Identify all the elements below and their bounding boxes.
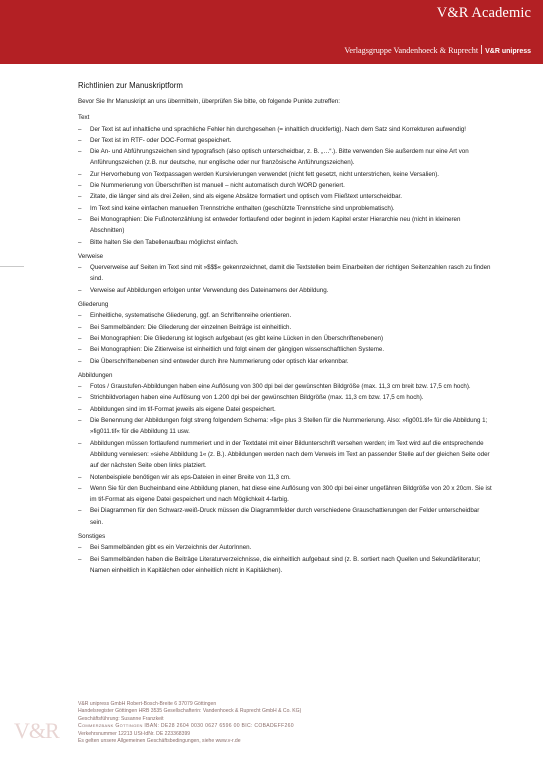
list-item: – Wenn Sie für den Bucheinband eine Abbildung planen, hat diese eine Auflösung von 300 dpi bei einer ungefähren Bildgröße von 20 x 20cm. Sie ist im tif-Format als eigene Datei gespeichert und nach Möglichkeit 4-farbig. <box>78 483 494 506</box>
list-item: – Der Text ist im RTF- oder DOC-Format gespeichert. <box>78 135 494 146</box>
header-banner <box>0 0 543 64</box>
section-list <box>78 381 494 528</box>
list-item: – Fotos / Graustufen-Abbildungen haben eine Auflösung von 300 dpi bei der gewünschten Bildgröße (max. 11,3 cm breit bzw. 17,5 cm hoch). <box>78 381 494 392</box>
section-title: Verweise <box>78 252 104 260</box>
fold-mark <box>0 266 24 267</box>
section-list <box>78 310 494 366</box>
page-title: Richtlinien zur Manuskriptform <box>78 81 183 90</box>
footer-registry: Handelsregister Göttingen HRB 3535 Gesellschafterin: Vandenhoeck & Ruprecht GmbH & Co. KG) <box>78 708 302 715</box>
list-item: – Bei Monographien: Die Fußnotenzählung ist entweder fortlaufend oder beginnt in jedem Kapitel erster Hierarchie neu (nicht in kleineren Abschnitten) <box>78 214 494 237</box>
list-item: – Die Überschriftenebenen sind entweder durch ihre Nummerierung oder optisch klar erkennbar. <box>78 356 494 367</box>
section-list <box>78 262 494 296</box>
list-item: – Die Benennung der Abbildungen folgt streng folgendem Schema: »fig« plus 3 Stellen für die Nummerierung. Also: »fig001.tif« für die Abbildung 1; »fig011.tif« für die Abbildung 11 usw. <box>78 415 494 438</box>
footer <box>78 701 498 745</box>
list-item: – Bei Diagrammen für den Schwarz-weiß-Druck müssen die Diagrammfelder durch verschiedene Grauschattierungen der Felder unterscheidbar sein. <box>78 505 494 528</box>
footer-terms: Es gelten unsere Allgemeinen Geschäftsbedingungen, siehe www.v-r.de <box>78 738 241 745</box>
section-title: Abbildungen <box>78 371 113 379</box>
section-list <box>78 542 494 576</box>
brand-logo: V&R Academic <box>436 5 531 21</box>
list-item: – Verweise auf Abbildungen erfolgen unter Verwendung des Dateinamens der Abbildung. <box>78 285 494 296</box>
section-title: Text <box>78 114 90 122</box>
divider <box>481 45 482 54</box>
list-item: – Die An- und Abführungszeichen sind typografisch (also optisch unterscheidbar, z. B. „…“.). Bitte verwenden Sie außerdem nur eine Art von Anführungszeichen (z.B. nur deutsche, nur englische oder nur französische Anführungszeichen). <box>78 146 494 169</box>
list-item: – Bei Sammelbänden haben die Beiträge Literaturverzeichnisse, die einheitlich aufgebaut sind (z. B. sortiert nach Quellen und Sekundärliteratur; Namen einheitlich in Kapitälchen oder einheitlich nicht in Kapitälchen). <box>78 554 494 577</box>
list-item: – Einheitliche, systematische Gliederung, ggf. an Schriftenreihe orientieren. <box>78 310 494 321</box>
intro-text: Bevor Sie Ihr Manuskript an uns übermitteln, überprüfen Sie bitte, ob folgende Punkte zutreffen: <box>78 98 340 105</box>
footer-address: V&R unipress GmbH Robert-Bosch-Breite 6 37079 Göttingen <box>78 701 217 707</box>
list-item: – Notenbeispiele benötigen wir als eps-Dateien in einer Breite von 11,3 cm. <box>78 472 494 483</box>
list-item: – Abbildungen müssen fortlaufend nummeriert und in der Textdatei mit einer Bildunterschrift versehen werden; im Text wird auf die entsprechende Abbildung verwiesen: »siehe Abbildung 1« (z. B.). Abbildungen werden nach dem Verweis im Text an passender Stelle auf der gleichen Seite oder auf der nächsten Seite oben links platziert. <box>78 438 494 472</box>
list-item: – Bitte halten Sie den Tabellenaufbau möglichst einfach. <box>78 237 494 248</box>
publisher-name: Verlagsgruppe Vandenhoeck & Ruprecht <box>344 46 479 55</box>
list-item: – Im Text sind keine einfachen manuellen Trennstriche enthalten (geschützte Trennstriche sind unproblematisch). <box>78 203 494 214</box>
list-item: – Bei Sammelbänden: Die Gliederung der einzelnen Beiträge ist einheitlich. <box>78 322 494 333</box>
document-body <box>78 80 494 579</box>
section-title: Sonstiges <box>78 532 106 540</box>
list-item: – Strichbildvorlagen haben eine Auflösung von 1.200 dpi bei der gewünschten Bildgröße (max. 11,3 cm bzw. 17,5 cm hoch). <box>78 392 494 403</box>
list-item: – Bei Sammelbänden gibt es ein Verzeichnis der AutorInnen. <box>78 542 494 553</box>
list-item: – Der Text ist auf inhaltliche und sprachliche Fehler hin durchgesehen (= inhaltlich druckfertig). Nach dem Satz sind Korrekturen aufwendig! <box>78 124 494 135</box>
list-item: – Zur Hervorhebung von Textpassagen werden Kursivierungen verwendet (nicht fett gesetzt, nicht unterstrichen, keine Versalien). <box>78 169 494 180</box>
footer-tax: Verkehrsnummer 12213 USt-IdNr. DE 223368399 <box>78 730 191 737</box>
section-list <box>78 124 494 248</box>
sections-container <box>78 112 494 576</box>
list-item: – Bei Monographien: Die Zitierweise ist einheitlich und folgt einem der gängigen wissenschaftlichen Systeme. <box>78 344 494 355</box>
footer-logo: V&R <box>14 718 59 743</box>
footer-bank: Commerzbank Göttingen IBAN: DE28 2604 0030 0627 6596 00 BIC: COBADEFF260 <box>78 723 294 730</box>
list-item: – Querverweise auf Seiten im Text sind mit »$$$« gekennzeichnet, damit die Textstellen beim Einarbeiten der richtigen Seitenzahlen rasch zu finden sind. <box>78 262 494 285</box>
footer-management: Geschäftsführung: Susanne Franzkeit <box>78 715 164 722</box>
list-item: – Die Nummerierung von Überschriften ist manuell – nicht automatisch durch WORD generiert. <box>78 180 494 191</box>
list-item: – Abbildungen sind im tif-Format jeweils als eigene Datei gespeichert. <box>78 404 494 415</box>
publisher-line <box>344 45 531 55</box>
section-title: Gliederung <box>78 301 109 309</box>
list-item: – Zitate, die länger sind als drei Zeilen, sind als eigene Absätze formatiert und optisch vom Fließtext unterscheidbar. <box>78 191 494 202</box>
imprint-name: V&R unipress <box>485 48 531 55</box>
list-item: – Bei Monographien: Die Gliederung ist logisch aufgebaut (es gibt keine Lücken in den Überschriftenebenen) <box>78 333 494 344</box>
